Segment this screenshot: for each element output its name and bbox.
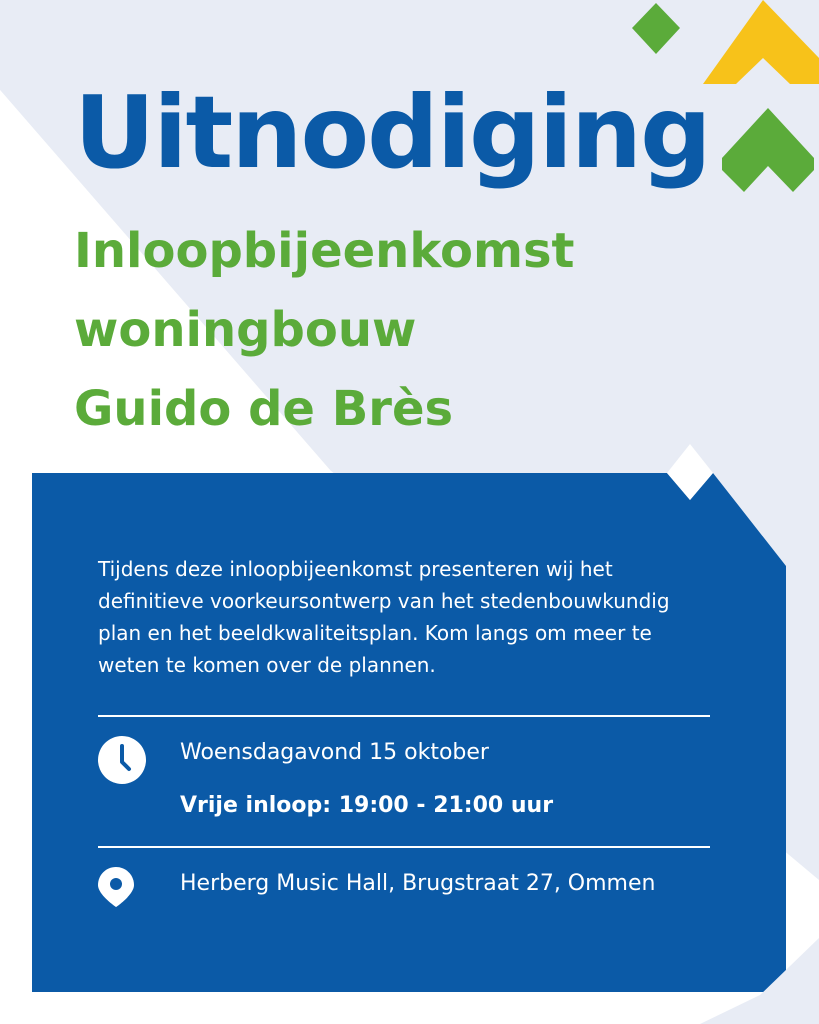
subtitle-line-2: woningbouw — [74, 302, 417, 358]
info-panel — [98, 553, 710, 896]
map-pin-icon — [98, 867, 134, 907]
clock-icon — [98, 736, 146, 784]
divider — [98, 715, 710, 717]
subtitle-line-1: Inloopbijeenkomst — [74, 223, 575, 279]
subtitle-line-3: Guido de Brès — [74, 381, 454, 437]
divider — [98, 846, 710, 848]
intro-text: Tijdens deze inloopbijeenkomst presenteren wij het definitieve voorkeursontwerp van het stedenbouwkundig plan en het beeldkwaliteitsplan. Kom langs om meer te weten te komen over de plannen. — [98, 557, 670, 677]
event-date: Woensdagavond 15 oktober — [180, 740, 489, 765]
event-time: Vrije inloop: 19:00 - 21:00 uur — [180, 793, 554, 818]
event-location: Herberg Music Hall, Brugstraat 27, Ommen — [180, 871, 656, 896]
page-title: Uitnodiging — [74, 74, 710, 191]
